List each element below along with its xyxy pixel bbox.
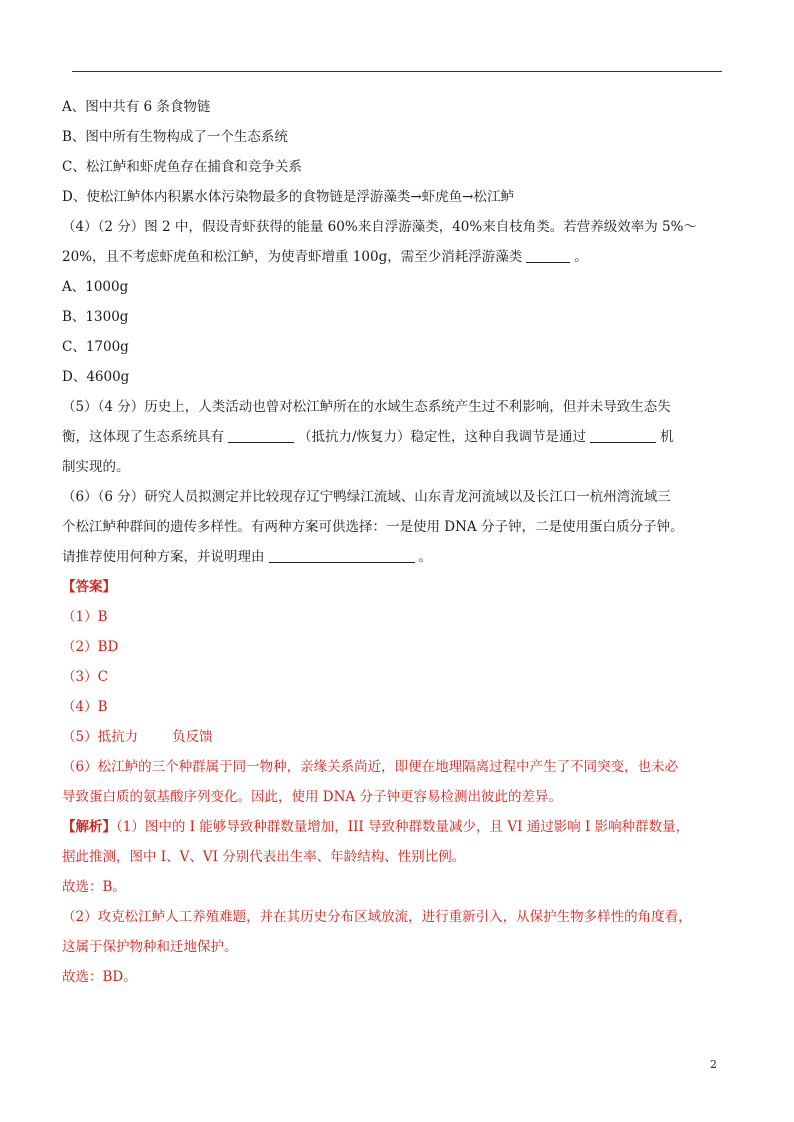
q5-line2: [62, 422, 722, 452]
q6-line3: [62, 542, 722, 572]
answer-label: 【答案】: [62, 579, 116, 595]
q5-line2-b: （抵抗力/恢复力）稳定性，这种自我调节是通过: [298, 429, 587, 445]
page-number: 2: [710, 1058, 717, 1071]
q5-line1: （5）（4 分）历史上，人类活动也曾对松江鲈所在的水域生态系统产生过不利影响，但并未导致生态失: [62, 399, 671, 415]
answer-item-1: （1）B: [62, 609, 108, 625]
q5-blank-2: [590, 428, 656, 443]
q4-answer-blank: [526, 248, 570, 263]
analysis-p1-line2: 据此推测，图中 I、V、VI 分别代表出生率、年龄结构、性别比例。: [62, 849, 466, 865]
q4-line2-end: 。: [574, 249, 588, 265]
q5-line2-c: 机: [660, 429, 674, 445]
answer-6-line2: 导致蛋白质的氨基酸序列变化。因此，使用 DNA 分子钟更容易检测出彼此的差异。: [62, 789, 562, 805]
header-rule: [72, 71, 722, 72]
analysis-p1-line1: [62, 812, 722, 842]
q6-answer-blank: [269, 548, 415, 563]
q4-option-c: C、1700g: [62, 339, 129, 355]
analysis-p1-conclusion: 故选：B。: [62, 879, 126, 895]
q6-line2: 个松江鲈种群间的遗传多样性。有两种方案可供选择：一是使用 DNA 分子钟，二是使用蛋白质分子钟。: [62, 519, 684, 535]
option-a: A、图中共有 6 条食物链: [62, 99, 211, 115]
q4-line2-text: 20%，且不考虑虾虎鱼和松江鲈，为使青虾增重 100g，需至少消耗浮游藻类: [62, 249, 523, 265]
q4-option-a: A、1000g: [62, 279, 129, 295]
answer-6-line1: （6）松江鲈的三个种群属于同一物种，亲缘关系尚近，即便在地理隔离过程中产生了不同突变，也未必: [62, 759, 679, 775]
answer-5-part2: 负反馈: [172, 729, 213, 745]
answer-item-3: （3）C: [62, 669, 108, 685]
analysis-p2-line1: （2）攻克松江鲈人工养殖难题，并在其历史分布区域放流，进行重新引入，从保护生物多样性的角度看，: [62, 909, 692, 925]
analysis-p1-text: （1）图中的 I 能够导致种群数量增加，III 导致种群数量减少，且 VI 通过影响 I 影响种群数量，: [116, 819, 690, 835]
answer-item-2: （2）BD: [62, 639, 119, 655]
option-d: D、使松江鲈体内积累水体污染物最多的食物链是浮游藻类→虾虎鱼→松江鲈: [62, 189, 514, 205]
analysis-label: 【解析】: [62, 819, 116, 835]
q6-line3-end: 。: [418, 549, 432, 565]
q5-blank-1: [228, 428, 294, 443]
q4-line1: （4）（2 分）图 2 中，假设青虾获得的能量 60%来自浮游藻类，40%来自枝角类。若营养级效率为 5%～: [62, 219, 697, 235]
q6-line3-text: 请推荐使用何种方案，并说明理由: [62, 549, 265, 565]
analysis-p2-line2: 这属于保护物种和迁地保护。: [62, 939, 238, 955]
answer-item-4: （4）B: [62, 699, 108, 715]
answer-5-part1: （5）抵抗力: [62, 729, 139, 745]
q4-option-d: D、4600g: [62, 369, 130, 385]
q4-line2: [62, 242, 722, 272]
q5-line2-a: 衡，这体现了生态系统具有: [62, 429, 224, 445]
option-c: C、松江鲈和虾虎鱼存在捕食和竞争关系: [62, 159, 302, 175]
analysis-p2-conclusion: 故选：BD。: [62, 969, 137, 985]
answer-item-5: [62, 722, 722, 752]
page-content: [62, 92, 722, 992]
option-b: B、图中所有生物构成了一个生态系统: [62, 129, 288, 145]
q4-option-b: B、1300g: [62, 309, 129, 325]
q5-line3: 制实现的。: [62, 459, 130, 475]
q6-line1: （6）（6 分）研究人员拟测定并比较现存辽宁鸭绿江流域、山东青龙河流域以及长江口一杭州湾流域三: [62, 489, 671, 505]
